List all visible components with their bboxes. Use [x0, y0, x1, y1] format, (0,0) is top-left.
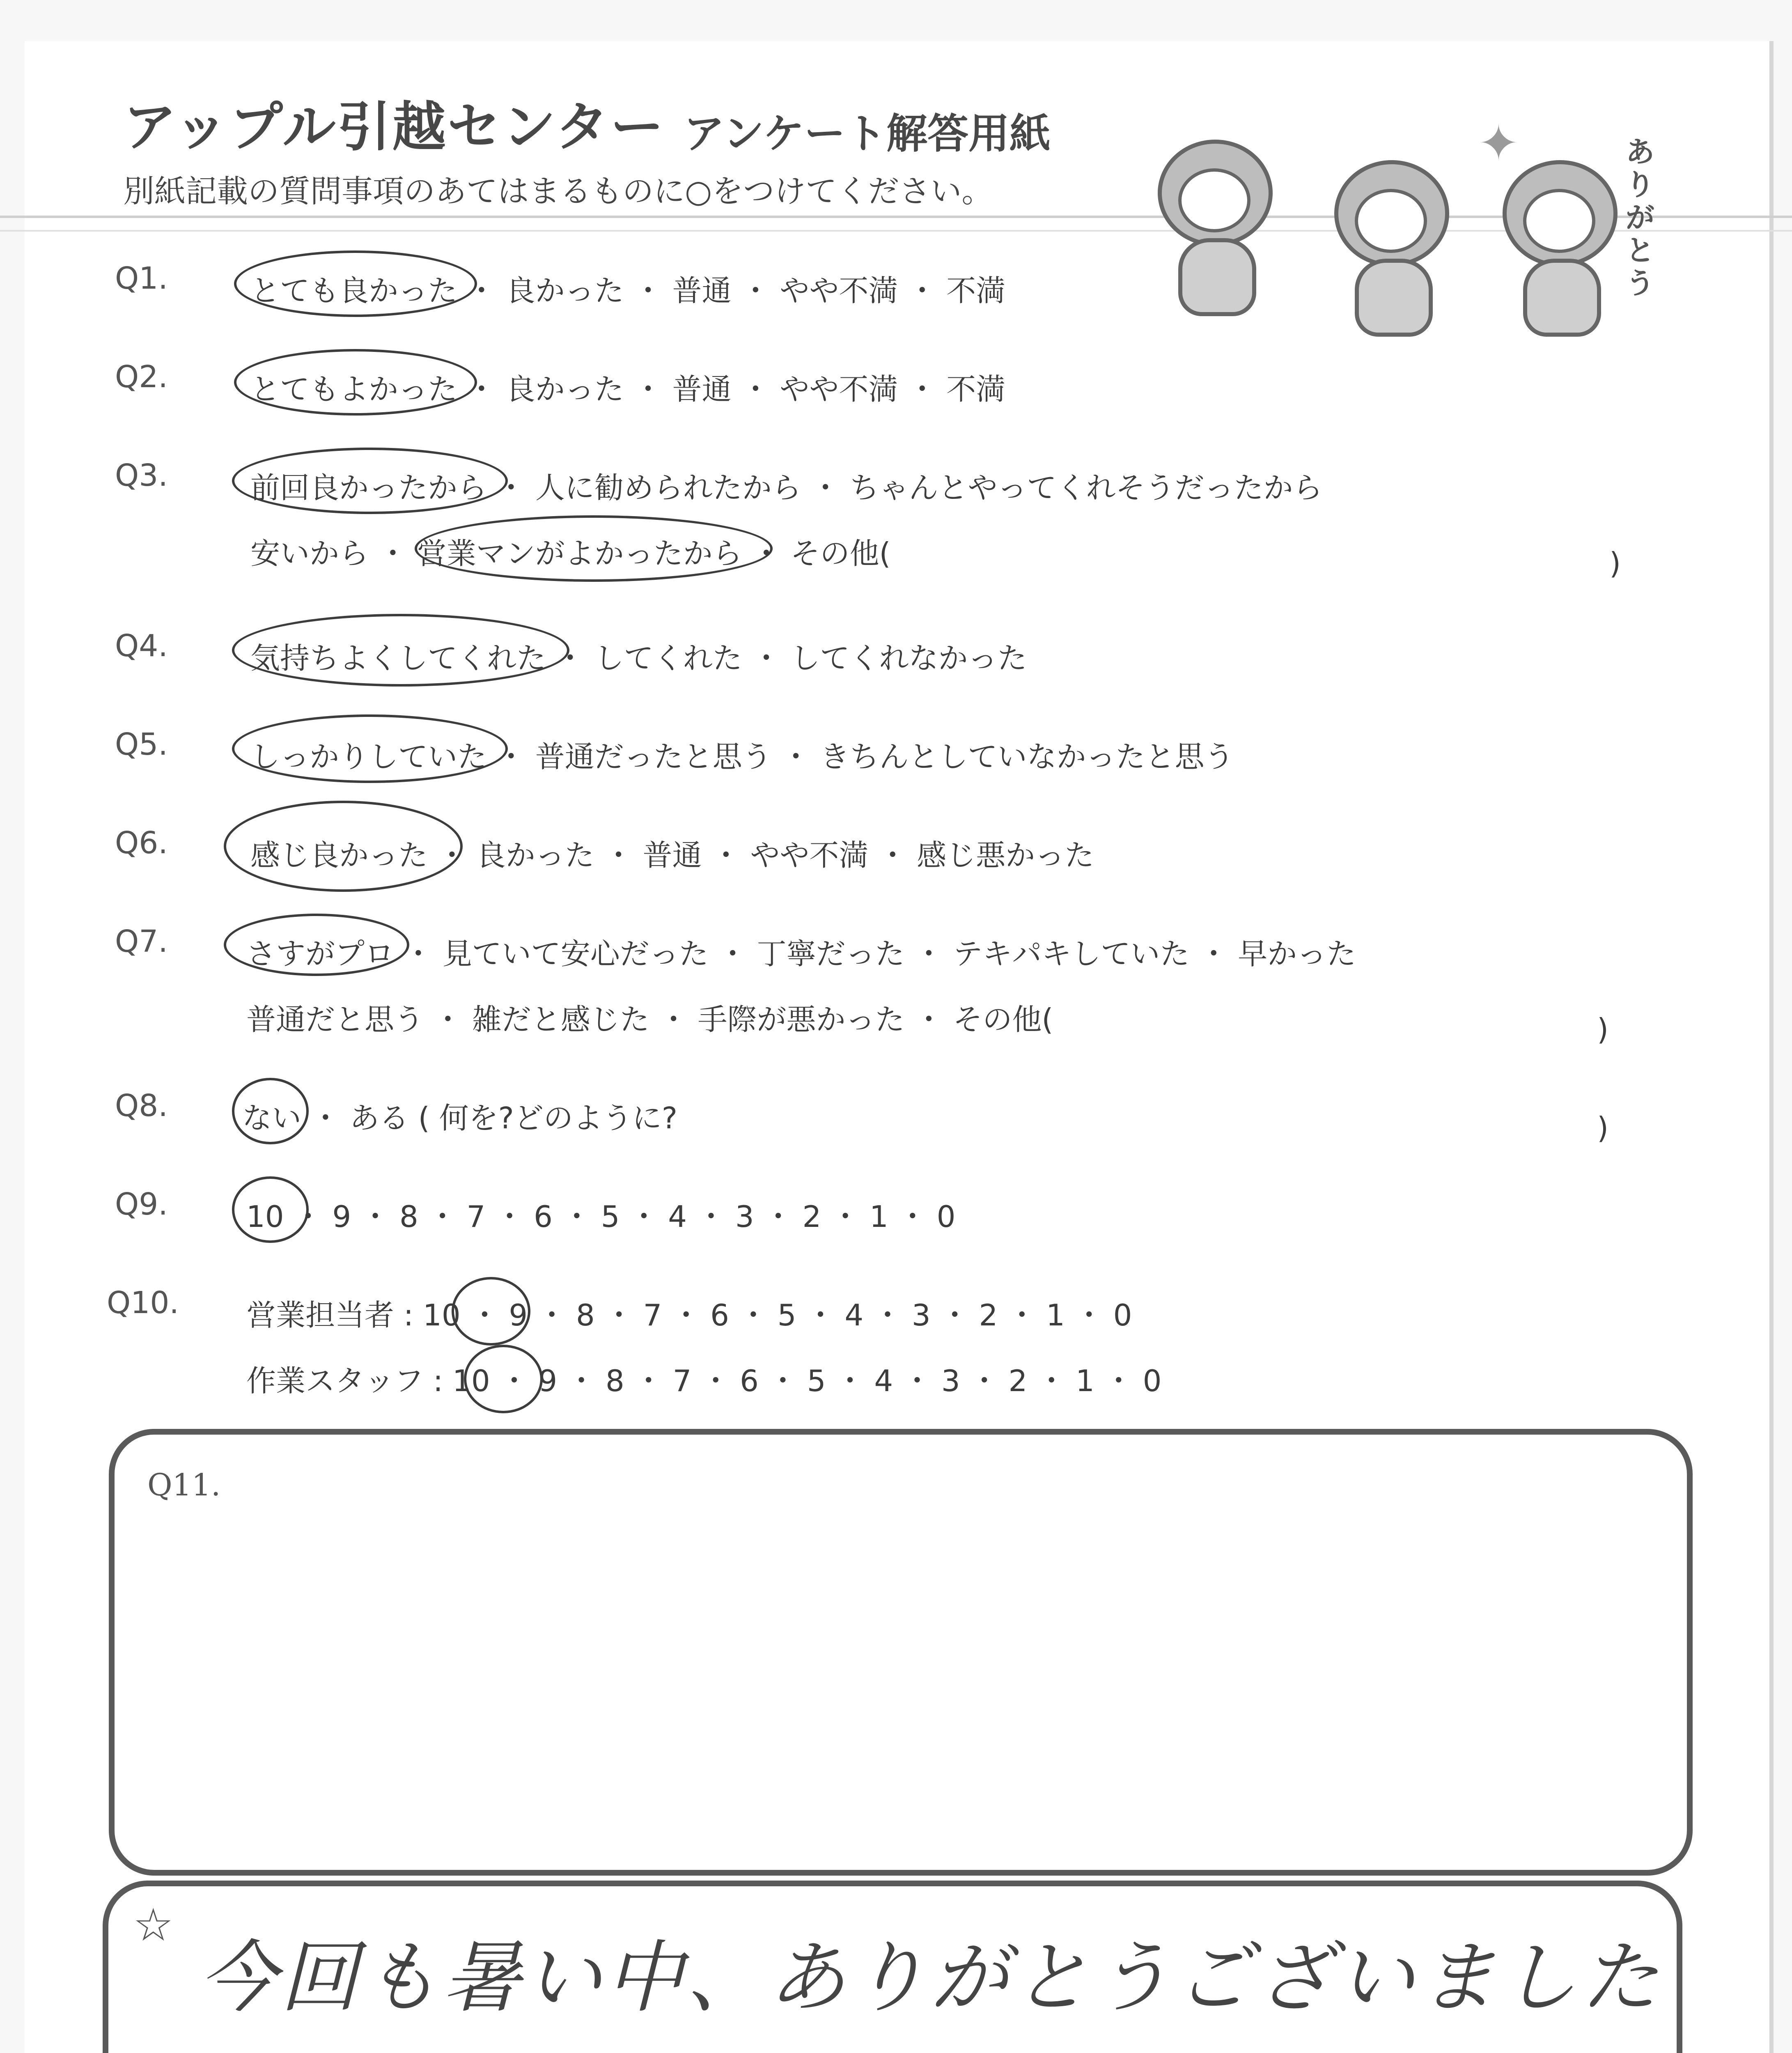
sparkle-icon: ✦ [1478, 115, 1519, 172]
mascot-body-icon [1178, 238, 1256, 316]
selection-circle [232, 448, 508, 514]
q4-label: Q4. [115, 628, 168, 664]
star-icon: ☆ [133, 1899, 174, 1951]
selection-circle [452, 1277, 530, 1346]
q6-label: Q6. [115, 825, 168, 861]
mascot-body-icon [1523, 259, 1601, 337]
q6-options: 感じ良かった ・ 良かった ・ 普通 ・ やや不満 ・ 感じ悪かった [250, 838, 1094, 873]
q2-label: Q2. [115, 359, 168, 395]
q4-options: 気持ちよくしてくれた ・ してくれた ・ してくれなかった [250, 641, 1027, 675]
mascot-face-icon [1523, 189, 1595, 253]
q8-label: Q8. [115, 1088, 168, 1123]
selection-circle [224, 801, 463, 892]
q9-options: 10 ・ 9 ・ 8 ・ 7 ・ 6 ・ 5 ・ 4 ・ 3 ・ 2 ・ 1 ・ 0 [246, 1199, 956, 1234]
mascot-thanks-text: ありがとう [1626, 135, 1654, 300]
mascot-illustration [1141, 115, 1675, 345]
q5-options: しっかりしていた ・ 普通だったと思う ・ きちんとしていなかったと思う [250, 739, 1234, 774]
selection-circle [232, 614, 569, 687]
selection-circle [464, 1345, 543, 1413]
selection-circle [415, 515, 773, 582]
q11-box [109, 1429, 1693, 1876]
instruction-text: 別紙記載の質問事項のあてはまるものに○をつけてください。 [123, 173, 993, 209]
form-subtitle: アンケート解答用紙 [684, 110, 1051, 158]
mascot-face-icon [1178, 168, 1250, 232]
q10-sales-options: 営業担当者 : 10 ・ 9 ・ 8 ・ 7 ・ 6 ・ 5 ・ 4 ・ 3 ・ 2 ・ 1 ・ 0 [246, 1298, 1132, 1332]
selection-circle [232, 1078, 309, 1144]
selection-circle [234, 349, 477, 416]
q5-label: Q5. [115, 727, 168, 762]
q1-label: Q1. [115, 261, 168, 296]
company-title: アップル引越センター [123, 96, 665, 158]
q8-options: ない ・ ある ( 何を?どのように? [242, 1101, 678, 1135]
q10-staff-options: 作業スタッフ : 10 ・ 9 ・ 8 ・ 7 ・ 6 ・ 5 ・ 4 ・ 3 ・ 2 ・ 1 ・ 0 [246, 1364, 1162, 1398]
selection-circle [224, 914, 409, 976]
selection-circle [234, 250, 477, 317]
comment-handwriting: 今回も暑い中、ありがとうございました [199, 1932, 1662, 2023]
q10-label: Q10. [107, 1285, 179, 1320]
q3-label: Q3. [115, 458, 168, 493]
selection-circle [232, 1176, 309, 1243]
mascot-body-icon [1355, 259, 1433, 337]
comment-box [103, 1881, 1682, 2053]
q7-options-line1: さすがプロ ・ 見ていて安心だった ・ 丁寧だった ・ テキパキしていた ・ 早かった [246, 937, 1356, 971]
mascot-face-icon [1355, 189, 1427, 253]
selection-circle [232, 714, 508, 783]
q3-other-close: ) [1609, 546, 1621, 581]
q3-options-line2: 安いから ・ 営業マンがよかったから ・ その他( [250, 536, 891, 571]
q7-other-close: ) [1597, 1012, 1609, 1047]
q2-options: とてもよかった ・ 良かった ・ 普通 ・ やや不満 ・ 不満 [250, 372, 1006, 406]
q11-label: Q11. [147, 1467, 221, 1503]
q9-label: Q9. [115, 1187, 168, 1222]
q7-options-line2: 普通だと思う ・ 雑だと感じた ・ 手際が悪かった ・ その他( [246, 1002, 1053, 1037]
q1-options: とても良かった ・ 良かった ・ 普通 ・ やや不満 ・ 不満 [250, 273, 1006, 308]
q8-close: ) [1597, 1111, 1609, 1145]
q3-options-line1: 前回良かったから ・ 人に勧められたから ・ ちゃんとやってくれそうだったから [250, 471, 1323, 505]
q7-label: Q7. [115, 924, 168, 959]
